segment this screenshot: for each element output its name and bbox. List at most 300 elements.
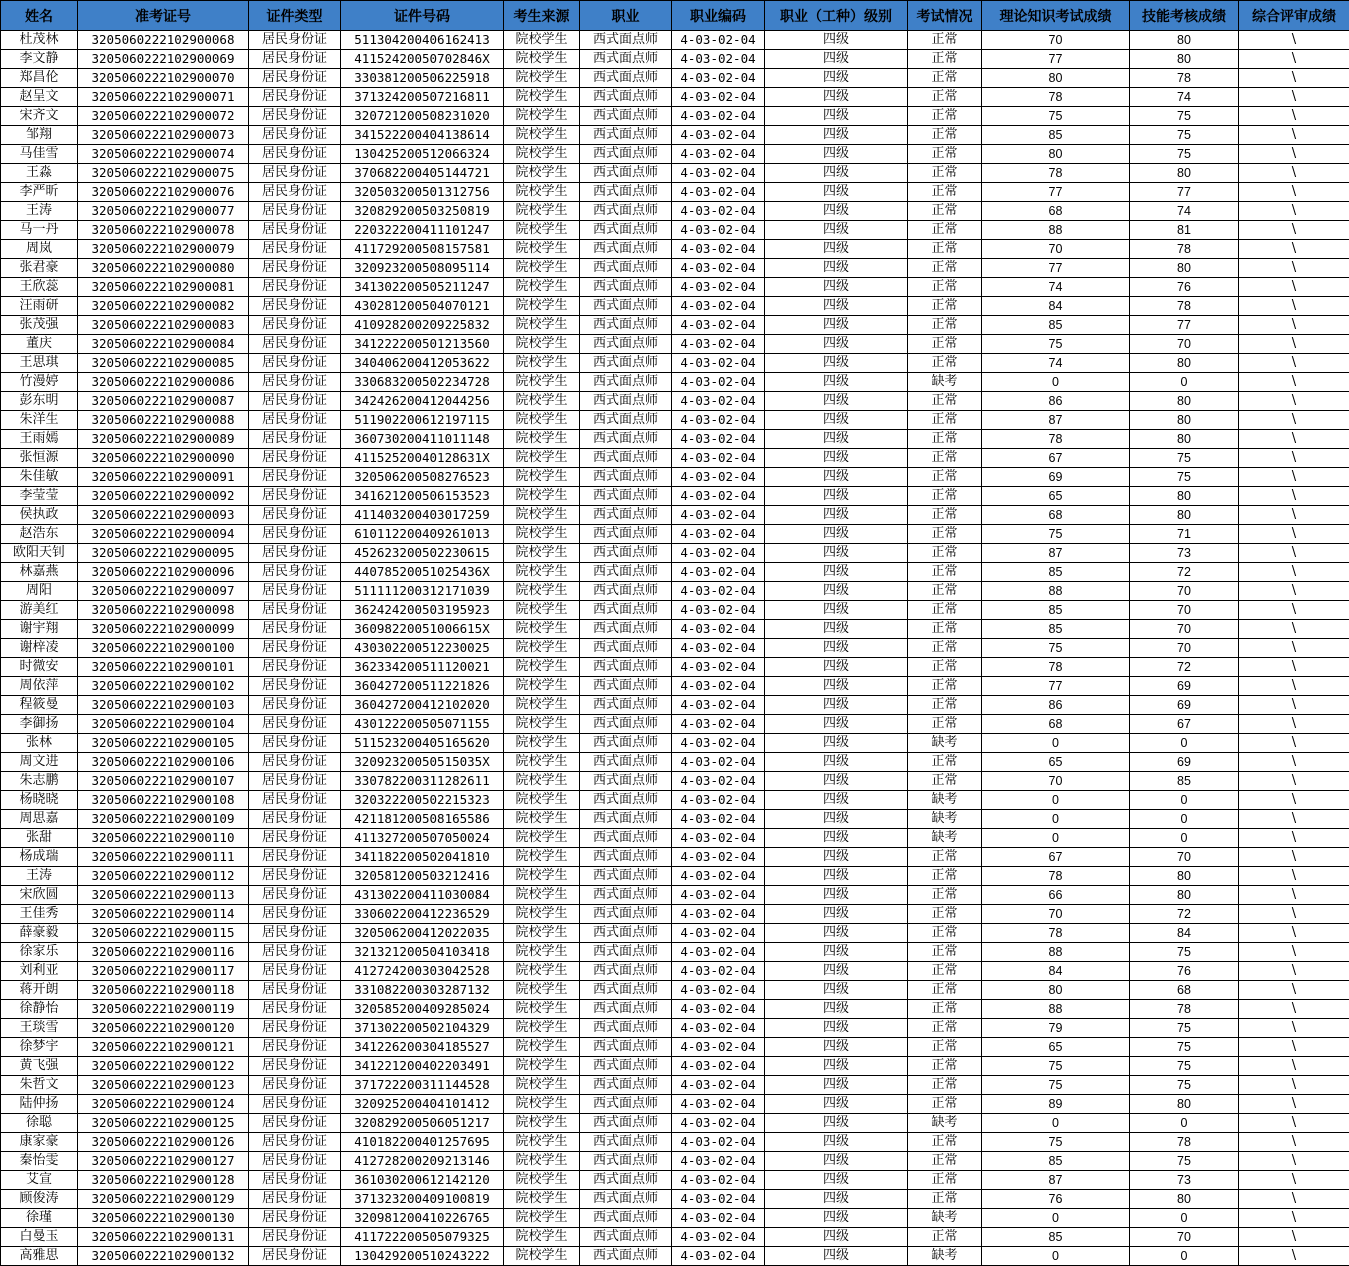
ticket-cell[interactable]: 3205060222102900080 <box>78 259 249 278</box>
name-cell[interactable]: 彭东明 <box>1 392 78 411</box>
level-cell[interactable]: 四级 <box>765 449 908 468</box>
theory-score-cell[interactable]: 65 <box>982 487 1130 506</box>
occupation-cell[interactable]: 西式面点师 <box>580 69 672 88</box>
occupation-code-cell[interactable]: 4-03-02-04 <box>672 1247 765 1266</box>
theory-score-cell[interactable]: 79 <box>982 1019 1130 1038</box>
source-cell[interactable]: 院校学生 <box>504 126 580 145</box>
id-type-cell[interactable]: 居民身份证 <box>249 1228 341 1247</box>
name-cell[interactable]: 徐家乐 <box>1 943 78 962</box>
source-cell[interactable]: 院校学生 <box>504 1209 580 1228</box>
id-number-cell[interactable]: 342426200412044256 <box>341 392 504 411</box>
level-cell[interactable]: 四级 <box>765 31 908 50</box>
id-number-cell[interactable]: 511304200406162413 <box>341 31 504 50</box>
source-cell[interactable]: 院校学生 <box>504 487 580 506</box>
theory-score-cell[interactable]: 75 <box>982 1133 1130 1152</box>
level-cell[interactable]: 四级 <box>765 221 908 240</box>
id-type-cell[interactable]: 居民身份证 <box>249 544 341 563</box>
id-type-cell[interactable]: 居民身份证 <box>249 943 341 962</box>
occupation-code-cell[interactable]: 4-03-02-04 <box>672 31 765 50</box>
theory-score-cell[interactable]: 88 <box>982 582 1130 601</box>
theory-score-cell[interactable]: 66 <box>982 886 1130 905</box>
occupation-code-cell[interactable]: 4-03-02-04 <box>672 487 765 506</box>
overall-score-cell[interactable]: \ <box>1239 563 1349 582</box>
ticket-cell[interactable]: 3205060222102900090 <box>78 449 249 468</box>
occupation-cell[interactable]: 西式面点师 <box>580 772 672 791</box>
name-cell[interactable]: 黄飞强 <box>1 1057 78 1076</box>
occupation-cell[interactable]: 西式面点师 <box>580 126 672 145</box>
id-number-cell[interactable]: 320581200503212416 <box>341 867 504 886</box>
theory-score-cell[interactable]: 68 <box>982 202 1130 221</box>
skill-score-cell[interactable]: 72 <box>1130 905 1239 924</box>
id-number-cell[interactable]: 44078520051025436X <box>341 563 504 582</box>
name-cell[interactable]: 赵浩东 <box>1 525 78 544</box>
occupation-cell[interactable]: 西式面点师 <box>580 487 672 506</box>
level-cell[interactable]: 四级 <box>765 88 908 107</box>
status-cell[interactable]: 正常 <box>908 354 982 373</box>
source-cell[interactable]: 院校学生 <box>504 506 580 525</box>
header-skill-score[interactable]: 技能考核成绩 <box>1130 1 1239 31</box>
level-cell[interactable]: 四级 <box>765 1095 908 1114</box>
overall-score-cell[interactable]: \ <box>1239 487 1349 506</box>
status-cell[interactable]: 正常 <box>908 335 982 354</box>
theory-score-cell[interactable]: 87 <box>982 411 1130 430</box>
status-cell[interactable]: 缺考 <box>908 373 982 392</box>
source-cell[interactable]: 院校学生 <box>504 411 580 430</box>
name-cell[interactable]: 周思嘉 <box>1 810 78 829</box>
overall-score-cell[interactable]: \ <box>1239 753 1349 772</box>
overall-score-cell[interactable]: \ <box>1239 1095 1349 1114</box>
source-cell[interactable]: 院校学生 <box>504 1190 580 1209</box>
ticket-cell[interactable]: 3205060222102900101 <box>78 658 249 677</box>
skill-score-cell[interactable]: 81 <box>1130 221 1239 240</box>
ticket-cell[interactable]: 3205060222102900074 <box>78 145 249 164</box>
status-cell[interactable]: 正常 <box>908 240 982 259</box>
overall-score-cell[interactable]: \ <box>1239 772 1349 791</box>
overall-score-cell[interactable]: \ <box>1239 126 1349 145</box>
status-cell[interactable]: 正常 <box>908 468 982 487</box>
skill-score-cell[interactable]: 78 <box>1130 1133 1239 1152</box>
status-cell[interactable]: 正常 <box>908 1019 982 1038</box>
occupation-code-cell[interactable]: 4-03-02-04 <box>672 373 765 392</box>
occupation-cell[interactable]: 西式面点师 <box>580 1076 672 1095</box>
theory-score-cell[interactable]: 84 <box>982 297 1130 316</box>
skill-score-cell[interactable]: 75 <box>1130 107 1239 126</box>
source-cell[interactable]: 院校学生 <box>504 1152 580 1171</box>
occupation-code-cell[interactable]: 4-03-02-04 <box>672 1152 765 1171</box>
status-cell[interactable]: 正常 <box>908 563 982 582</box>
occupation-cell[interactable]: 西式面点师 <box>580 1095 672 1114</box>
occupation-code-cell[interactable]: 4-03-02-04 <box>672 772 765 791</box>
level-cell[interactable]: 四级 <box>765 905 908 924</box>
occupation-cell[interactable]: 西式面点师 <box>580 829 672 848</box>
overall-score-cell[interactable]: \ <box>1239 468 1349 487</box>
id-number-cell[interactable]: 411403200403017259 <box>341 506 504 525</box>
id-type-cell[interactable]: 居民身份证 <box>249 1095 341 1114</box>
id-number-cell[interactable]: 452623200502230615 <box>341 544 504 563</box>
id-number-cell[interactable]: 370682200405144721 <box>341 164 504 183</box>
id-type-cell[interactable]: 居民身份证 <box>249 373 341 392</box>
name-cell[interactable]: 朱洋生 <box>1 411 78 430</box>
theory-score-cell[interactable]: 70 <box>982 31 1130 50</box>
source-cell[interactable]: 院校学生 <box>504 107 580 126</box>
name-cell[interactable]: 李莹莹 <box>1 487 78 506</box>
source-cell[interactable]: 院校学生 <box>504 772 580 791</box>
skill-score-cell[interactable]: 75 <box>1130 943 1239 962</box>
level-cell[interactable]: 四级 <box>765 943 908 962</box>
id-type-cell[interactable]: 居民身份证 <box>249 1152 341 1171</box>
id-type-cell[interactable]: 居民身份证 <box>249 1171 341 1190</box>
occupation-cell[interactable]: 西式面点师 <box>580 297 672 316</box>
status-cell[interactable]: 正常 <box>908 1057 982 1076</box>
level-cell[interactable]: 四级 <box>765 639 908 658</box>
theory-score-cell[interactable]: 86 <box>982 392 1130 411</box>
skill-score-cell[interactable]: 0 <box>1130 829 1239 848</box>
occupation-code-cell[interactable]: 4-03-02-04 <box>672 1057 765 1076</box>
header-occupation-code[interactable]: 职业编码 <box>672 1 765 31</box>
source-cell[interactable]: 院校学生 <box>504 449 580 468</box>
source-cell[interactable]: 院校学生 <box>504 316 580 335</box>
occupation-code-cell[interactable]: 4-03-02-04 <box>672 202 765 221</box>
theory-score-cell[interactable]: 0 <box>982 791 1130 810</box>
ticket-cell[interactable]: 3205060222102900131 <box>78 1228 249 1247</box>
source-cell[interactable]: 院校学生 <box>504 658 580 677</box>
name-cell[interactable]: 顾俊涛 <box>1 1190 78 1209</box>
id-type-cell[interactable]: 居民身份证 <box>249 278 341 297</box>
status-cell[interactable]: 正常 <box>908 183 982 202</box>
id-type-cell[interactable]: 居民身份证 <box>249 31 341 50</box>
id-number-cell[interactable]: 330782200311282611 <box>341 772 504 791</box>
id-number-cell[interactable]: 41152520040128631X <box>341 449 504 468</box>
skill-score-cell[interactable]: 78 <box>1130 297 1239 316</box>
overall-score-cell[interactable]: \ <box>1239 373 1349 392</box>
source-cell[interactable]: 院校学生 <box>504 1057 580 1076</box>
overall-score-cell[interactable]: \ <box>1239 620 1349 639</box>
skill-score-cell[interactable]: 74 <box>1130 88 1239 107</box>
id-number-cell[interactable]: 411729200508157581 <box>341 240 504 259</box>
occupation-cell[interactable]: 西式面点师 <box>580 1114 672 1133</box>
overall-score-cell[interactable]: \ <box>1239 658 1349 677</box>
skill-score-cell[interactable]: 70 <box>1130 335 1239 354</box>
occupation-code-cell[interactable]: 4-03-02-04 <box>672 411 765 430</box>
skill-score-cell[interactable]: 84 <box>1130 924 1239 943</box>
id-number-cell[interactable]: 360427200412102020 <box>341 696 504 715</box>
name-cell[interactable]: 张茂强 <box>1 316 78 335</box>
occupation-cell[interactable]: 西式面点师 <box>580 1171 672 1190</box>
id-type-cell[interactable]: 居民身份证 <box>249 753 341 772</box>
occupation-code-cell[interactable]: 4-03-02-04 <box>672 392 765 411</box>
occupation-code-cell[interactable]: 4-03-02-04 <box>672 544 765 563</box>
id-type-cell[interactable]: 居民身份证 <box>249 145 341 164</box>
occupation-code-cell[interactable]: 4-03-02-04 <box>672 126 765 145</box>
skill-score-cell[interactable]: 74 <box>1130 202 1239 221</box>
overall-score-cell[interactable]: \ <box>1239 734 1349 753</box>
id-number-cell[interactable]: 341221200402203491 <box>341 1057 504 1076</box>
occupation-code-cell[interactable]: 4-03-02-04 <box>672 316 765 335</box>
skill-score-cell[interactable]: 75 <box>1130 449 1239 468</box>
theory-score-cell[interactable]: 85 <box>982 563 1130 582</box>
name-cell[interactable]: 杜茂林 <box>1 31 78 50</box>
id-number-cell[interactable]: 511902200612197115 <box>341 411 504 430</box>
theory-score-cell[interactable]: 78 <box>982 658 1130 677</box>
id-number-cell[interactable]: 341302200505211247 <box>341 278 504 297</box>
occupation-code-cell[interactable]: 4-03-02-04 <box>672 1076 765 1095</box>
theory-score-cell[interactable]: 85 <box>982 316 1130 335</box>
occupation-cell[interactable]: 西式面点师 <box>580 544 672 563</box>
ticket-cell[interactable]: 3205060222102900105 <box>78 734 249 753</box>
name-cell[interactable]: 张甜 <box>1 829 78 848</box>
occupation-cell[interactable]: 西式面点师 <box>580 905 672 924</box>
id-type-cell[interactable]: 居民身份证 <box>249 1209 341 1228</box>
status-cell[interactable]: 正常 <box>908 943 982 962</box>
id-type-cell[interactable]: 居民身份证 <box>249 1190 341 1209</box>
id-type-cell[interactable]: 居民身份证 <box>249 1057 341 1076</box>
theory-score-cell[interactable]: 75 <box>982 107 1130 126</box>
ticket-cell[interactable]: 3205060222102900079 <box>78 240 249 259</box>
level-cell[interactable]: 四级 <box>765 658 908 677</box>
name-cell[interactable]: 郑昌伦 <box>1 69 78 88</box>
name-cell[interactable]: 谢梓凌 <box>1 639 78 658</box>
status-cell[interactable]: 正常 <box>908 259 982 278</box>
source-cell[interactable]: 院校学生 <box>504 392 580 411</box>
id-type-cell[interactable]: 居民身份证 <box>249 221 341 240</box>
source-cell[interactable]: 院校学生 <box>504 867 580 886</box>
level-cell[interactable]: 四级 <box>765 1190 908 1209</box>
status-cell[interactable]: 正常 <box>908 316 982 335</box>
id-number-cell[interactable]: 320829200503250819 <box>341 202 504 221</box>
occupation-code-cell[interactable]: 4-03-02-04 <box>672 145 765 164</box>
id-type-cell[interactable]: 居民身份证 <box>249 297 341 316</box>
skill-score-cell[interactable]: 80 <box>1130 31 1239 50</box>
name-cell[interactable]: 白曼玉 <box>1 1228 78 1247</box>
level-cell[interactable]: 四级 <box>765 848 908 867</box>
status-cell[interactable]: 正常 <box>908 1095 982 1114</box>
id-number-cell[interactable]: 341621200506153523 <box>341 487 504 506</box>
name-cell[interactable]: 康家豪 <box>1 1133 78 1152</box>
id-number-cell[interactable]: 321321200504103418 <box>341 943 504 962</box>
id-type-cell[interactable]: 居民身份证 <box>249 620 341 639</box>
occupation-code-cell[interactable]: 4-03-02-04 <box>672 639 765 658</box>
theory-score-cell[interactable]: 88 <box>982 1000 1130 1019</box>
status-cell[interactable]: 正常 <box>908 50 982 69</box>
overall-score-cell[interactable]: \ <box>1239 981 1349 1000</box>
status-cell[interactable]: 正常 <box>908 1228 982 1247</box>
overall-score-cell[interactable]: \ <box>1239 164 1349 183</box>
overall-score-cell[interactable]: \ <box>1239 1190 1349 1209</box>
status-cell[interactable]: 正常 <box>908 487 982 506</box>
source-cell[interactable]: 院校学生 <box>504 886 580 905</box>
status-cell[interactable]: 正常 <box>908 278 982 297</box>
occupation-cell[interactable]: 西式面点师 <box>580 449 672 468</box>
ticket-cell[interactable]: 3205060222102900108 <box>78 791 249 810</box>
theory-score-cell[interactable]: 74 <box>982 278 1130 297</box>
id-number-cell[interactable]: 36098220051006615X <box>341 620 504 639</box>
source-cell[interactable]: 院校学生 <box>504 259 580 278</box>
id-type-cell[interactable]: 居民身份证 <box>249 506 341 525</box>
occupation-code-cell[interactable]: 4-03-02-04 <box>672 278 765 297</box>
occupation-code-cell[interactable]: 4-03-02-04 <box>672 354 765 373</box>
name-cell[interactable]: 蒋开朗 <box>1 981 78 1000</box>
source-cell[interactable]: 院校学生 <box>504 639 580 658</box>
id-number-cell[interactable]: 360427200511221826 <box>341 677 504 696</box>
status-cell[interactable]: 正常 <box>908 848 982 867</box>
theory-score-cell[interactable]: 88 <box>982 221 1130 240</box>
skill-score-cell[interactable]: 70 <box>1130 639 1239 658</box>
ticket-cell[interactable]: 3205060222102900102 <box>78 677 249 696</box>
overall-score-cell[interactable]: \ <box>1239 50 1349 69</box>
name-cell[interactable]: 秦怡雯 <box>1 1152 78 1171</box>
level-cell[interactable]: 四级 <box>765 1152 908 1171</box>
occupation-code-cell[interactable]: 4-03-02-04 <box>672 1209 765 1228</box>
occupation-cell[interactable]: 西式面点师 <box>580 316 672 335</box>
skill-score-cell[interactable]: 69 <box>1130 677 1239 696</box>
occupation-code-cell[interactable]: 4-03-02-04 <box>672 962 765 981</box>
source-cell[interactable]: 院校学生 <box>504 31 580 50</box>
id-number-cell[interactable]: 130429200510243222 <box>341 1247 504 1266</box>
status-cell[interactable]: 缺考 <box>908 791 982 810</box>
overall-score-cell[interactable]: \ <box>1239 962 1349 981</box>
theory-score-cell[interactable]: 85 <box>982 620 1130 639</box>
occupation-cell[interactable]: 西式面点师 <box>580 620 672 639</box>
theory-score-cell[interactable]: 85 <box>982 1152 1130 1171</box>
source-cell[interactable]: 院校学生 <box>504 563 580 582</box>
theory-score-cell[interactable]: 70 <box>982 240 1130 259</box>
occupation-code-cell[interactable]: 4-03-02-04 <box>672 981 765 1000</box>
level-cell[interactable]: 四级 <box>765 791 908 810</box>
source-cell[interactable]: 院校学生 <box>504 924 580 943</box>
id-number-cell[interactable]: 361030200612142120 <box>341 1171 504 1190</box>
occupation-code-cell[interactable]: 4-03-02-04 <box>672 449 765 468</box>
ticket-cell[interactable]: 3205060222102900081 <box>78 278 249 297</box>
header-name[interactable]: 姓名 <box>1 1 78 31</box>
occupation-cell[interactable]: 西式面点师 <box>580 202 672 221</box>
occupation-cell[interactable]: 西式面点师 <box>580 639 672 658</box>
name-cell[interactable]: 程筱曼 <box>1 696 78 715</box>
occupation-cell[interactable]: 西式面点师 <box>580 848 672 867</box>
id-number-cell[interactable]: 371323200409100819 <box>341 1190 504 1209</box>
id-number-cell[interactable]: 371302200502104329 <box>341 1019 504 1038</box>
theory-score-cell[interactable]: 88 <box>982 943 1130 962</box>
level-cell[interactable]: 四级 <box>765 563 908 582</box>
ticket-cell[interactable]: 3205060222102900098 <box>78 601 249 620</box>
status-cell[interactable]: 缺考 <box>908 810 982 829</box>
source-cell[interactable]: 院校学生 <box>504 221 580 240</box>
id-type-cell[interactable]: 居民身份证 <box>249 1000 341 1019</box>
occupation-cell[interactable]: 西式面点师 <box>580 506 672 525</box>
overall-score-cell[interactable]: \ <box>1239 354 1349 373</box>
overall-score-cell[interactable]: \ <box>1239 848 1349 867</box>
ticket-cell[interactable]: 3205060222102900123 <box>78 1076 249 1095</box>
theory-score-cell[interactable]: 0 <box>982 734 1130 753</box>
occupation-code-cell[interactable]: 4-03-02-04 <box>672 164 765 183</box>
level-cell[interactable]: 四级 <box>765 981 908 1000</box>
skill-score-cell[interactable]: 70 <box>1130 601 1239 620</box>
id-number-cell[interactable]: 411327200507050024 <box>341 829 504 848</box>
source-cell[interactable]: 院校学生 <box>504 297 580 316</box>
occupation-code-cell[interactable]: 4-03-02-04 <box>672 867 765 886</box>
source-cell[interactable]: 院校学生 <box>504 1095 580 1114</box>
occupation-code-cell[interactable]: 4-03-02-04 <box>672 791 765 810</box>
occupation-code-cell[interactable]: 4-03-02-04 <box>672 88 765 107</box>
skill-score-cell[interactable]: 77 <box>1130 183 1239 202</box>
overall-score-cell[interactable]: \ <box>1239 1228 1349 1247</box>
source-cell[interactable]: 院校学生 <box>504 202 580 221</box>
theory-score-cell[interactable]: 75 <box>982 1057 1130 1076</box>
ticket-cell[interactable]: 3205060222102900117 <box>78 962 249 981</box>
occupation-cell[interactable]: 西式面点师 <box>580 1190 672 1209</box>
id-type-cell[interactable]: 居民身份证 <box>249 411 341 430</box>
id-number-cell[interactable]: 320721200508231020 <box>341 107 504 126</box>
overall-score-cell[interactable]: \ <box>1239 829 1349 848</box>
skill-score-cell[interactable]: 80 <box>1130 506 1239 525</box>
id-type-cell[interactable]: 居民身份证 <box>249 1247 341 1266</box>
overall-score-cell[interactable]: \ <box>1239 1114 1349 1133</box>
occupation-cell[interactable]: 西式面点师 <box>580 715 672 734</box>
level-cell[interactable]: 四级 <box>765 202 908 221</box>
id-type-cell[interactable]: 居民身份证 <box>249 1038 341 1057</box>
ticket-cell[interactable]: 3205060222102900099 <box>78 620 249 639</box>
ticket-cell[interactable]: 3205060222102900124 <box>78 1095 249 1114</box>
status-cell[interactable]: 正常 <box>908 658 982 677</box>
name-cell[interactable]: 侯执政 <box>1 506 78 525</box>
occupation-code-cell[interactable]: 4-03-02-04 <box>672 753 765 772</box>
source-cell[interactable]: 院校学生 <box>504 183 580 202</box>
level-cell[interactable]: 四级 <box>765 354 908 373</box>
occupation-code-cell[interactable]: 4-03-02-04 <box>672 886 765 905</box>
name-cell[interactable]: 王佳秀 <box>1 905 78 924</box>
status-cell[interactable]: 正常 <box>908 88 982 107</box>
occupation-cell[interactable]: 西式面点师 <box>580 658 672 677</box>
overall-score-cell[interactable]: \ <box>1239 639 1349 658</box>
id-number-cell[interactable]: 430281200504070121 <box>341 297 504 316</box>
level-cell[interactable]: 四级 <box>765 392 908 411</box>
name-cell[interactable]: 朱哲文 <box>1 1076 78 1095</box>
occupation-cell[interactable]: 西式面点师 <box>580 1019 672 1038</box>
overall-score-cell[interactable]: \ <box>1239 88 1349 107</box>
occupation-code-cell[interactable]: 4-03-02-04 <box>672 1019 765 1038</box>
level-cell[interactable]: 四级 <box>765 810 908 829</box>
level-cell[interactable]: 四级 <box>765 69 908 88</box>
id-number-cell[interactable]: 220322200411101247 <box>341 221 504 240</box>
theory-score-cell[interactable]: 76 <box>982 1190 1130 1209</box>
ticket-cell[interactable]: 3205060222102900132 <box>78 1247 249 1266</box>
occupation-cell[interactable]: 西式面点师 <box>580 259 672 278</box>
source-cell[interactable]: 院校学生 <box>504 1228 580 1247</box>
occupation-cell[interactable]: 西式面点师 <box>580 677 672 696</box>
occupation-cell[interactable]: 西式面点师 <box>580 31 672 50</box>
occupation-code-cell[interactable]: 4-03-02-04 <box>672 107 765 126</box>
occupation-code-cell[interactable]: 4-03-02-04 <box>672 563 765 582</box>
occupation-code-cell[interactable]: 4-03-02-04 <box>672 1114 765 1133</box>
occupation-code-cell[interactable]: 4-03-02-04 <box>672 468 765 487</box>
overall-score-cell[interactable]: \ <box>1239 278 1349 297</box>
occupation-cell[interactable]: 西式面点师 <box>580 753 672 772</box>
id-type-cell[interactable]: 居民身份证 <box>249 316 341 335</box>
id-number-cell[interactable]: 371324200507216811 <box>341 88 504 107</box>
skill-score-cell[interactable]: 0 <box>1130 1114 1239 1133</box>
id-number-cell[interactable]: 340406200412053622 <box>341 354 504 373</box>
source-cell[interactable]: 院校学生 <box>504 468 580 487</box>
theory-score-cell[interactable]: 0 <box>982 810 1130 829</box>
level-cell[interactable]: 四级 <box>765 259 908 278</box>
name-cell[interactable]: 谢宇翔 <box>1 620 78 639</box>
source-cell[interactable]: 院校学生 <box>504 677 580 696</box>
occupation-code-cell[interactable]: 4-03-02-04 <box>672 1133 765 1152</box>
name-cell[interactable]: 艾宣 <box>1 1171 78 1190</box>
occupation-code-cell[interactable]: 4-03-02-04 <box>672 430 765 449</box>
overall-score-cell[interactable]: \ <box>1239 183 1349 202</box>
name-cell[interactable]: 周依萍 <box>1 677 78 696</box>
level-cell[interactable]: 四级 <box>765 924 908 943</box>
